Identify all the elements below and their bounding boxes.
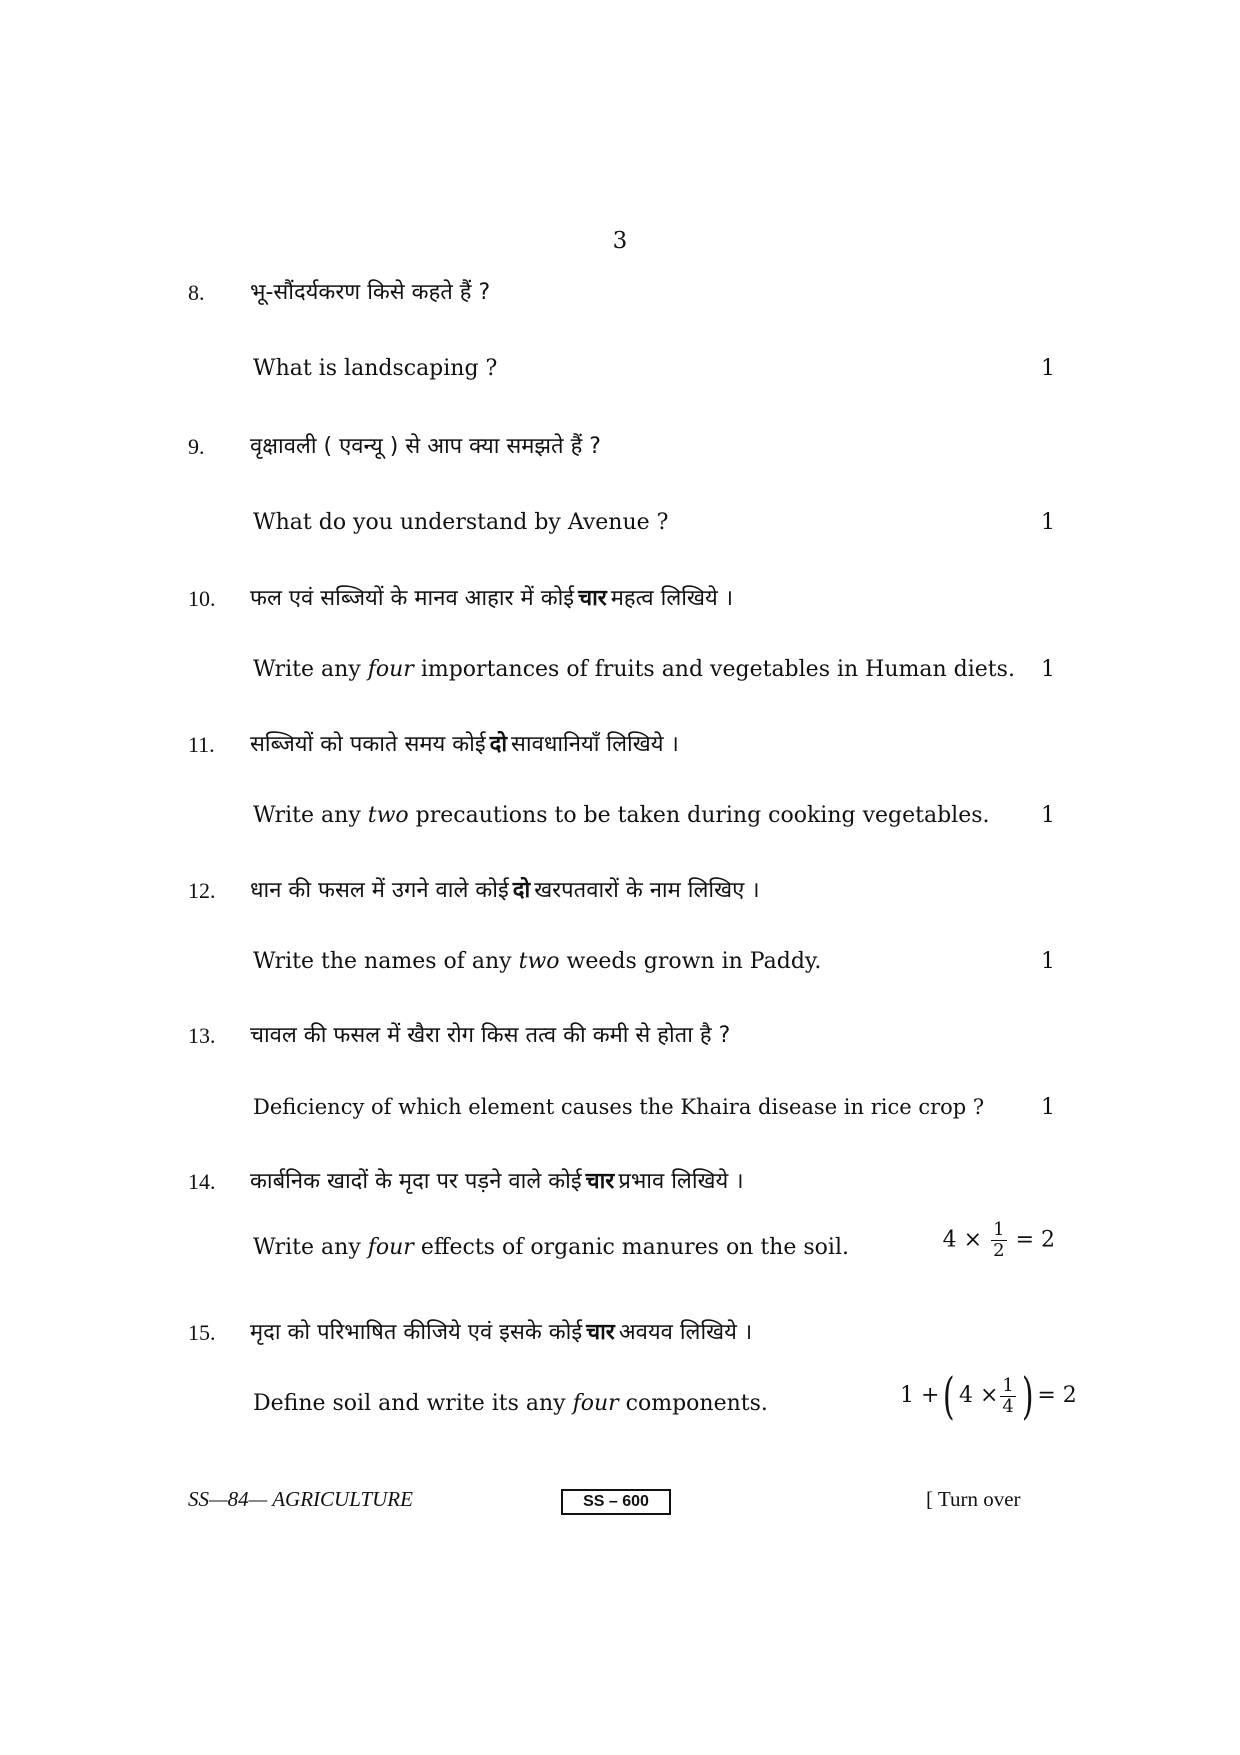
question-marks: 4 × $\frac{1}{2}$ = 2 bbox=[942, 1219, 1055, 1261]
fraction: $\frac{1}{2}$ bbox=[993, 1219, 1005, 1261]
question-hindi: भू-सौंदर्यकरण किसे कहते हैं ? bbox=[250, 280, 491, 305]
question-number: 12. bbox=[188, 878, 216, 903]
question-hindi: कार्बनिक खादों के मृदा पर पड़ने वाले कोई चार प्रभाव लिखिये । bbox=[250, 1169, 744, 1194]
question-number: 8. bbox=[188, 280, 205, 305]
question-number: 10. bbox=[188, 586, 216, 611]
question-marks: 1 bbox=[1041, 657, 1055, 682]
question-english: Write any four importances of fruits and vegetables in Human diets. bbox=[253, 657, 1015, 682]
question-number: 11. bbox=[188, 732, 215, 757]
fraction: $\frac{1}{4}$ bbox=[1002, 1374, 1014, 1417]
footer-paper-code: SS—84— AGRICULTURE bbox=[188, 1487, 413, 1511]
page-number: 3 bbox=[612, 228, 628, 254]
question-marks: 1 +( 4 × $\frac{1}{4}$ ) = 2 bbox=[900, 1367, 1077, 1425]
question-english: Deficiency of which element causes the Khaira disease in rice crop ? bbox=[253, 1095, 985, 1119]
question-number: 15. bbox=[188, 1320, 216, 1345]
question-marks: 1 bbox=[1041, 803, 1055, 828]
question-english: Write the names of any two weeds grown in Paddy. bbox=[253, 949, 822, 974]
question-number: 13. bbox=[188, 1023, 216, 1048]
footer-series-box: SS – 600 bbox=[561, 1489, 671, 1515]
question-hindi: मृदा को परिभाषित कीजिये एवं इसके कोई चार अवयव लिखिये । bbox=[250, 1320, 753, 1345]
question-hindi: चावल की फसल में खैरा रोग किस तत्व की कमी से होता है ? bbox=[250, 1023, 731, 1048]
question-marks: 1 bbox=[1041, 949, 1055, 974]
question-hindi: फल एवं सब्जियों के मानव आहार में कोई चार महत्व लिखिये । bbox=[250, 586, 734, 611]
question-marks: 1 bbox=[1041, 510, 1055, 535]
question-english: What is landscaping ? bbox=[253, 356, 498, 381]
question-marks: 1 bbox=[1041, 1095, 1055, 1120]
question-number: 14. bbox=[188, 1169, 216, 1194]
question-english: Write any four effects of organic manures on the soil. bbox=[253, 1235, 849, 1260]
question-hindi: सब्जियों को पकाते समय कोई दो सावधानियाँ लिखिये । bbox=[250, 732, 679, 757]
question-hindi: धान की फसल में उगने वाले कोई दो खरपतवारों के नाम लिखिए । bbox=[250, 878, 760, 903]
question-number: 9. bbox=[188, 434, 205, 459]
question-hindi: वृक्षावली ( एवन्यू ) से आप क्या समझते हैं ? bbox=[250, 434, 601, 459]
question-marks: 1 bbox=[1041, 356, 1055, 381]
question-english: What do you understand by Avenue ? bbox=[253, 510, 669, 535]
footer-turn-over: [ Turn over bbox=[926, 1487, 1021, 1511]
question-english: Define soil and write its any four components. bbox=[253, 1391, 768, 1416]
question-english: Write any two precautions to be taken during cooking vegetables. bbox=[253, 803, 990, 828]
